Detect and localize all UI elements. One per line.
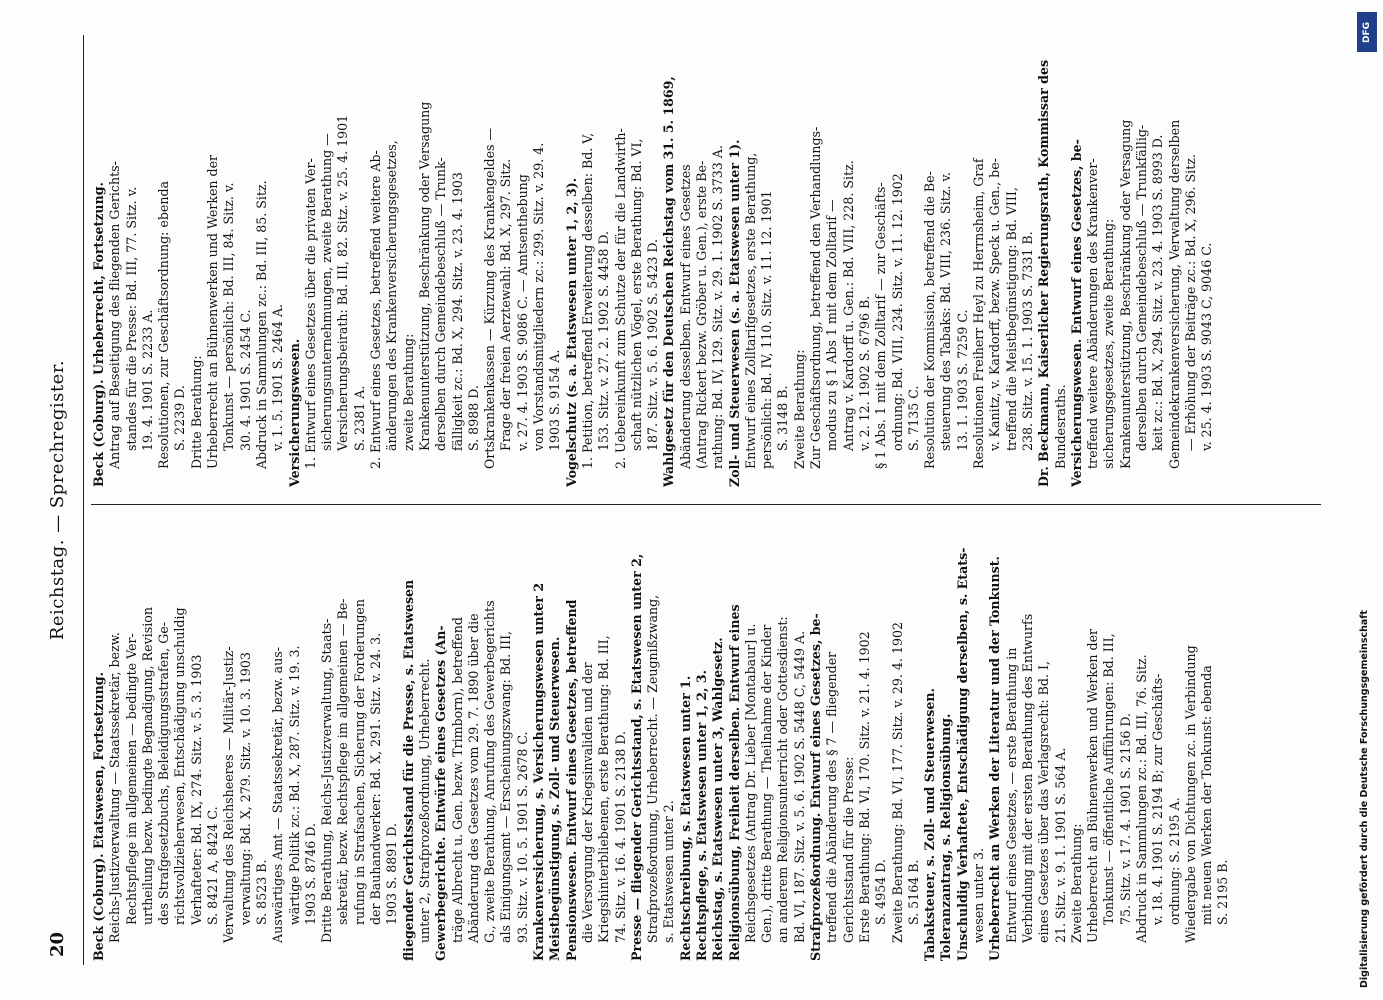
register-line: Beck (Coburg). Etatswesen, Fortsetzung.	[91, 672, 106, 961]
register-line: 1. Entwurf eines Gesetzes über die privaten Ver-	[302, 158, 318, 469]
register-line: 74. Sitz. v. 16. 4. 1901 S. 2138 D.	[612, 730, 628, 943]
register-line: an anderem Religionsunterricht oder Gottesdienst:	[775, 616, 791, 943]
register-line: Verbindung mit der ersten Berathung des Entwurfs	[1019, 613, 1035, 943]
register-line: 75. Sitz. v. 17. 4. 1901 S. 2156 D.	[1117, 712, 1133, 925]
register-line: Krankenunterstützung, Beschränkung oder Versagung	[416, 101, 432, 451]
register-line: fliegender Gerichtsstand für die Presse, s. Etatswesen	[400, 579, 416, 961]
page-number: 20	[47, 931, 68, 957]
register-line: eines Gesetzes über das Verlagsrecht: Bd. I,	[1036, 661, 1052, 943]
register-line: Erste Berathung: Bd. VI, 170. Sitz. v. 21. 4. 1902	[856, 631, 872, 943]
register-line: 2. Uebereinkunft zum Schutze der für die Landwirth-	[612, 128, 628, 469]
register-line: S. 2381 A.	[351, 385, 367, 451]
register-line: 1903 S. 9154 A.	[547, 349, 563, 451]
register-line: G., zweite Berathung, Anrufung des Gewerbegerichts	[482, 600, 498, 943]
register-line: steuerung des Tabaks: Bd. VIII, 236. Sitz. v.	[938, 171, 954, 451]
register-line: S. 7135 C.	[905, 385, 921, 451]
register-line: v. 27. 4. 1903 S. 9086 C. — Amtsenthebung	[514, 174, 530, 451]
register-line: zweite Berathung:	[400, 333, 416, 451]
register-line: Unschuldig Verhaftete, Entschädigung derselben, s. Etats-	[954, 547, 970, 961]
register-line: Tonkunst — öffentliche Aufführungen: Bd. III,	[1101, 633, 1117, 925]
register-line: träge Albrecht u. Gen. bezw. Trimborn), betreffend	[449, 617, 465, 943]
register-line: 21. Sitz. v. 9. 1. 1901 S. 564 A.	[1052, 747, 1068, 943]
register-line: die Versorgung der Kriegsinvaliden und der	[579, 662, 595, 943]
register-line: keit zc.: Bd. X, 294. Sitz. v. 23. 4. 1903 S. 8993 D.	[1150, 134, 1166, 451]
register-line: Entwurf eines Gesetzes, — erste Berathung in	[1003, 647, 1019, 943]
digitization-sidebar	[1356, 10, 1380, 990]
register-line: S. 2195 B.	[1215, 859, 1231, 925]
register-line: v. 1. 5. 1901 S. 2464 A.	[270, 303, 286, 451]
register-line: Bundesraths.	[1052, 384, 1068, 469]
register-line: Antrag auf Beseitigung des fliegenden Gerichts-	[107, 161, 123, 469]
register-line: Dritte Berathung:	[188, 355, 204, 469]
register-line: sicherungsgesetzes, zweite Berathung:	[1101, 218, 1117, 469]
register-line: Presse — fliegender Gerichtsstand, s. Etatswesen unter 2,	[628, 553, 644, 961]
register-line: 1903 S. 8891 D.	[384, 823, 400, 925]
register-line: Reichsgesetzes (Antrag Dr. Lieber [Montabaur] u.	[742, 623, 758, 943]
register-line: Versicherungsbeirath: Bd. III, 82. Sitz. v. 25. 4. 1901	[335, 114, 351, 451]
register-line: Abänderung des Gesetzes vom 29. 7. 1890 über die	[465, 613, 481, 943]
register-line: § 1 Abs. 1 mit dem Zolltarif — zur Geschäfts-	[873, 182, 889, 469]
register-line: Beck (Coburg). Urheberrecht, Fortsetzung.	[91, 182, 106, 487]
register-line: Abdruck in Sammlungen zc.: Bd. III, 85. Sitz.	[253, 180, 269, 469]
register-line: Rechtschreibung, s. Etatswesen unter 1.	[677, 675, 693, 961]
dfg-logo: DFG	[1357, 12, 1377, 52]
register-line: Strafprozeßordnung. Entwurf eines Gesetzes, be-	[808, 613, 824, 961]
register-line: Tonkunst — persönlich: Bd. III, 84. Sitz. v.	[221, 182, 237, 451]
register-line: Reichstag, s. Etatswesen unter 3, Wahlgesetz.	[710, 637, 726, 961]
register-line: 13. 1. 1903 S. 7259 C.	[954, 309, 970, 451]
register-line: Wiedergabe von Dichtungen zc. in Verbindung	[1182, 645, 1198, 943]
right-column	[91, 47, 1321, 487]
register-line: änderungen des Krankenversicherungsgesetzes,	[384, 140, 400, 451]
register-line: s. Etatswesen unter 2.	[661, 800, 677, 943]
register-line: Versicherungswesen. Entwurf eines Gesetzes, be-	[1068, 139, 1084, 487]
register-line: 93. Sitz. v. 10. 5. 1901 S. 2678 C.	[514, 731, 530, 943]
register-line: sekretär, bezw. Rechtspflege im allgemeinen — Be-	[335, 598, 351, 925]
register-line: standes für die Presse: Bd. III, 77. Sitz. v.	[123, 186, 139, 451]
register-line: S. 3148 B.	[775, 385, 791, 451]
register-line: Zweite Berathung: Bd. VI, 177. Sitz. v. 29. 4. 1902	[889, 622, 905, 943]
register-line: Frage der freien Aerztewahl: Bd. X, 297. Sitz.	[498, 158, 514, 451]
left-column	[91, 521, 1321, 961]
register-line: Abdruck in Sammlungen zc.: Bd. III, 76. Sitz.	[1134, 654, 1149, 943]
register-line: unter 2, Strafprozeßordnung, Urheberrecht.	[416, 658, 432, 943]
register-line: persönlich: Bd. IV, 110. Sitz. v. 11. 12. 1901	[759, 190, 775, 469]
register-line: Gewerbegerichte. Entwürfe eines Gesetzes (An-	[433, 625, 449, 961]
register-line: Zur Geschäftsordnung, betreffend den Verhandlungs-	[808, 126, 824, 469]
register-line: des Strafgesetzbuchs, Beleidigungsstrafen, Ge-	[156, 622, 172, 925]
register-line: Krankenunterstützung, Beschränkung oder Versagung	[1117, 119, 1133, 469]
register-line: Urheberrecht an Bühnenwerken und Werken der	[1085, 628, 1101, 943]
register-line: treffend weitere Abänderungen des Krankenver-	[1085, 158, 1101, 469]
register-line: Kriegshinterbliebenen, erste Berathung: Bd. III,	[596, 635, 612, 943]
register-line: schaft nützlichen Vögel, erste Berathung: Bd. VI,	[628, 138, 644, 451]
register-line: 2. Entwurf eines Gesetzes, betreffend weitere Ab-	[368, 150, 384, 469]
register-line: als Einigungsamt — Erscheinungszwang: Bd. III,	[498, 630, 514, 943]
running-title: Reichstag. — Sprechregister.	[47, 359, 68, 641]
register-line: ordnung: S. 2195 A.	[1166, 797, 1182, 925]
register-line: S. 8988 D.	[465, 385, 481, 451]
register-line: S. 8421 A, 8424 C.	[205, 806, 221, 925]
register-line: Gemeindekrankenversicherung, Verwaltung derselben	[1166, 119, 1182, 469]
register-line: urtheilung bezw. bedingte Begnadigung, Revision	[139, 607, 155, 925]
register-line: Wahlgesetz für den Deutschen Reichstag vom 31. 5. 1869,	[661, 76, 677, 487]
register-line: Abänderung desselben. Entwurf eines Gesetzes	[677, 164, 693, 469]
register-line: Tabaksteuer, s. Zoll- und Steuerwesen.	[922, 688, 938, 961]
header-rule	[83, 35, 84, 965]
register-line: Resolution der Kommission, betreffend die Be-	[922, 171, 938, 469]
register-line: Meistbegünstigung, s. Zoll- und Steuerwesen.	[547, 636, 563, 961]
register-line: Antrag v. Kardorff u. Gen.: Bd. VIII, 228. Sitz.	[840, 160, 856, 451]
register-line: Ortskrankenkassen — Kürzung des Krankengeldes —	[482, 127, 498, 469]
page-header	[45, 35, 75, 965]
register-line: Toleranzantrag, s. Religionsübung.	[938, 713, 954, 961]
register-line: Resolutionen, zur Geschäftsordnung: ebenda	[156, 180, 172, 469]
register-line: 238. Sitz. v. 15. 1. 1903 S. 7331 B.	[1019, 231, 1035, 451]
register-line: mit neuen Werken der Tonkunst: ebenda	[1199, 665, 1215, 925]
register-line: 1903 S. 8746 D.	[302, 823, 318, 925]
register-line: Rechtspflege im allgemeinen — bedingte Ver-	[123, 633, 139, 925]
register-line: Vogelschutz (s. a. Etatswesen unter 1, 2, 3).	[563, 177, 579, 487]
register-line: S. 5164 B.	[905, 859, 921, 925]
register-line: 1. Petition, betreffend Erweiterung desselben: Bd. V,	[579, 132, 595, 469]
register-line: Zweite Berathung:	[791, 349, 807, 469]
register-line: Zoll- und Steuerwesen (s. a. Etatswesen unter 1).	[726, 139, 742, 487]
register-line: sicherungsunternehmungen, zweite Berathung —	[319, 133, 335, 451]
register-line: Zweite Berathung:	[1068, 823, 1084, 943]
register-line: rathung: Bd. IV, 129. Sitz. v. 29. 1. 1902 S. 3733 A.	[710, 145, 726, 469]
register-line: 19. 4. 1901 S. 2233 A.	[139, 309, 155, 451]
register-line: v. 18. 4. 1901 S. 2194 B; zur Geschäfts-	[1150, 673, 1166, 925]
register-line: Religionsübung, Freiheit derselben. Entwurf eines	[726, 604, 742, 961]
register-line: Urheberrecht an Bühnenwerken und Werken der	[205, 154, 221, 469]
register-line: fälligkeit zc.: Bd. X, 294. Sitz. v. 23. 4. 1903	[449, 172, 465, 451]
register-line: v. 25. 4. 1903 S. 9043 C, 9046 C.	[1199, 242, 1215, 451]
register-line: verwaltung: Bd. X, 279. Sitz. v. 10. 3. 1903	[237, 652, 253, 925]
register-line: Krankenversicherung, s. Versicherungswesen unter 2	[531, 582, 547, 961]
register-line: derselben durch Gemeindebeschluß — Trunkfällig-	[1134, 124, 1149, 451]
register-line: wärtige Politik zc.: Bd. X, 287. Sitz. v. 19. 3.	[286, 645, 302, 925]
register-line: Gen.), dritte Berathung — Theilnahme der Kinder	[759, 624, 775, 943]
register-line: Reichs-Justizverwaltung — Staatssekretär, bezw.	[107, 632, 123, 943]
register-line: Pensionswesen. Entwurf eines Gesetzes, betreffend	[563, 599, 579, 961]
register-line: Auswärtiges Amt — Staatssekretär, bezw. aus-	[270, 647, 286, 943]
register-line: Bd. VI, 187. Sitz. v. 5. 6. 1902 S. 5448 C, 5449 A.	[791, 630, 807, 943]
register-line: derselben durch Gemeindebeschluß — Trunk-	[433, 157, 449, 451]
register-line: Rechtspflege, s. Etatswesen unter 1, 2, 3.	[693, 670, 709, 961]
register-line: v. Kanitz, v. Kardorff, bezw. Speck u. Gen., be-	[987, 158, 1003, 451]
register-line: von Vorstandsmitgliedern zc.: 299. Sitz. v. 29. 4.	[531, 142, 547, 451]
register-line: ordnung: Bd. VIII, 234. Sitz. v. 11. 12. 1902	[889, 173, 905, 451]
register-line: Dr. Beckmann, Kaiserlicher Regierungsrath, Kommissar des	[1036, 59, 1052, 487]
register-line: treffend die Meistbegünstigung: Bd. VIII,	[1003, 187, 1019, 451]
register-line: rufung in Strafsachen, Sicherung der Forderungen	[351, 599, 367, 925]
register-line: Versicherungswesen.	[286, 338, 302, 487]
register-line: 153. Sitz. v. 27. 2. 1902 S. 4458 D.	[596, 230, 612, 451]
register-line: v. 2. 12. 1902 S. 6796 B.	[856, 295, 872, 451]
register-line: Resolutionen Freiherr Heyl zu Herrnsheim, Graf	[971, 158, 987, 469]
register-line: wesen unter 3.	[971, 847, 987, 943]
funding-credit: Digitalisierung gefördert durch die Deutsche Forschungsgemeinschaft	[1359, 610, 1370, 988]
rotated-register-page	[45, 35, 1335, 965]
register-line: S. 8523 B.	[253, 859, 269, 925]
register-line: 30. 4. 1901 S. 2454 C.	[237, 309, 253, 451]
register-line: Gerichtsstand für die Presse:	[840, 756, 856, 943]
register-line: Verwaltung des Reichsheeres — Militär-Justiz-	[221, 646, 237, 943]
column-divider	[91, 504, 1321, 505]
register-line: Entwurf eines Zolltarifgesetzes, erste Berathung,	[742, 152, 758, 469]
register-line: (Antrag Rickert bezw. Gröber u. Gen.), erste Be-	[693, 160, 709, 469]
register-line: richtsvollzieherwesen, Entschädigung unschuldig	[172, 607, 188, 925]
register-line: Urheberrecht an Werken der Literatur und der Tonkunst.	[987, 556, 1003, 961]
register-line: Strafprozeßordnung, Urheberrecht. — Zeugnißzwang,	[645, 594, 661, 943]
register-line: modus zu § 1 Abs 1 mit dem Zolltarif —	[824, 199, 840, 451]
register-line: 187. Sitz. v. 5. 6. 1902 S. 5423 D.	[645, 238, 661, 451]
register-line: der Bauhandwerker: Bd. X, 291. Sitz. v. 24. 3.	[368, 632, 384, 925]
register-line: — Erhöhung der Beiträge zc.: Bd. X, 296. Sitz.	[1182, 154, 1198, 451]
register-line: treffend die Abänderung des § 7 — fliegender	[824, 651, 840, 943]
register-line: Verhafteter: Bd. IX, 274. Sitz. v. 5. 3. 1903	[188, 654, 204, 925]
register-line: Dritte Berathung, Reichs-Justizverwaltung, Staats-	[319, 618, 335, 943]
register-line: S. 4954 D.	[873, 859, 889, 925]
register-line: S. 2239 D.	[172, 385, 188, 451]
